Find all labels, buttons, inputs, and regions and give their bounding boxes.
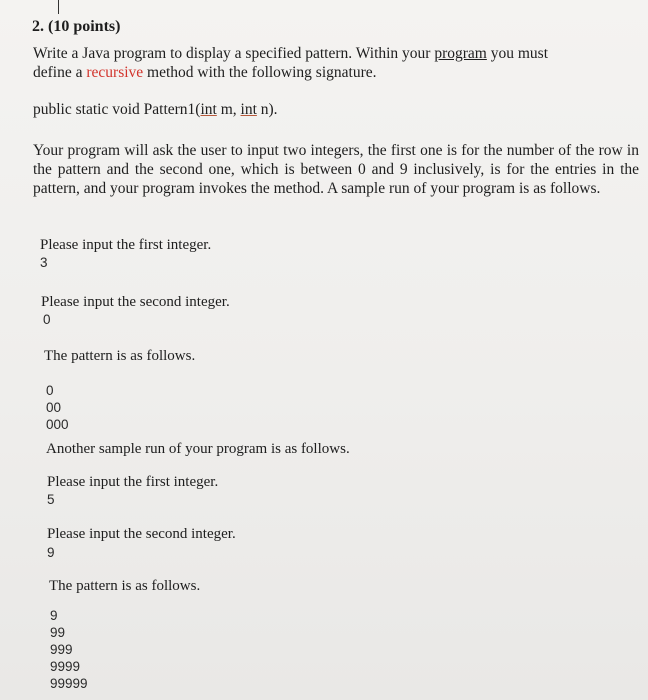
intro-text-2b: method with the following signature. <box>143 64 377 81</box>
pattern-line: 000 <box>46 417 69 432</box>
pattern-line: 999 <box>50 642 73 657</box>
pattern-line: 99 <box>50 625 66 640</box>
signature-int-2: int <box>240 101 257 118</box>
intro-text-1: Write a Java program to display a specified pattern. Within your <box>33 45 435 62</box>
sample2-pattern-label: The pattern is as follows. <box>49 578 201 594</box>
sample2-pattern <box>50 607 88 692</box>
sample1-pattern <box>46 382 69 433</box>
sample1-input-first: 3 <box>40 255 48 270</box>
sample1-prompt-first: Please input the first integer. <box>40 237 212 253</box>
pattern-line: 00 <box>46 400 62 415</box>
signature-n: n). <box>256 101 278 118</box>
sample2-prompt-second: Please input the second integer. <box>47 526 236 542</box>
signature-m: m, <box>216 101 241 118</box>
text-cursor <box>58 0 59 14</box>
pattern-line: 0 <box>46 383 54 398</box>
signature-int-1: int <box>200 101 217 118</box>
recursive-word: recursive <box>86 64 144 81</box>
question-intro <box>33 44 639 82</box>
sample1-prompt-second: Please input the second integer. <box>41 294 230 310</box>
sample2-input-first: 5 <box>47 492 55 507</box>
sample1-input-second: 0 <box>43 312 51 327</box>
method-signature <box>33 101 278 119</box>
question-heading: 2. (10 points) <box>32 18 121 35</box>
signature-prefix: public static void Pattern1( <box>33 101 201 118</box>
pattern-line: 9 <box>50 608 58 623</box>
sample2-input-second: 9 <box>47 545 55 560</box>
pattern-line: 99999 <box>50 676 88 691</box>
question-description: Your program will ask the user to input two integers, the first one is for the number of the row in the pattern and the second one, which is between 0 and 9 inclusively, is for the entries in the pattern, and your program invokes the method. A sample run of your program is as follows. <box>33 142 639 197</box>
sample2-prompt-first: Please input the first integer. <box>47 474 219 490</box>
pattern-line: 9999 <box>50 659 81 674</box>
program-word: program <box>434 45 487 62</box>
intro-text-1b: you must <box>486 45 549 62</box>
sample1-pattern-label: The pattern is as follows. <box>44 348 196 364</box>
intro-text-2: define a <box>33 64 87 81</box>
another-sample-text: Another sample run of your program is as follows. <box>46 441 350 457</box>
